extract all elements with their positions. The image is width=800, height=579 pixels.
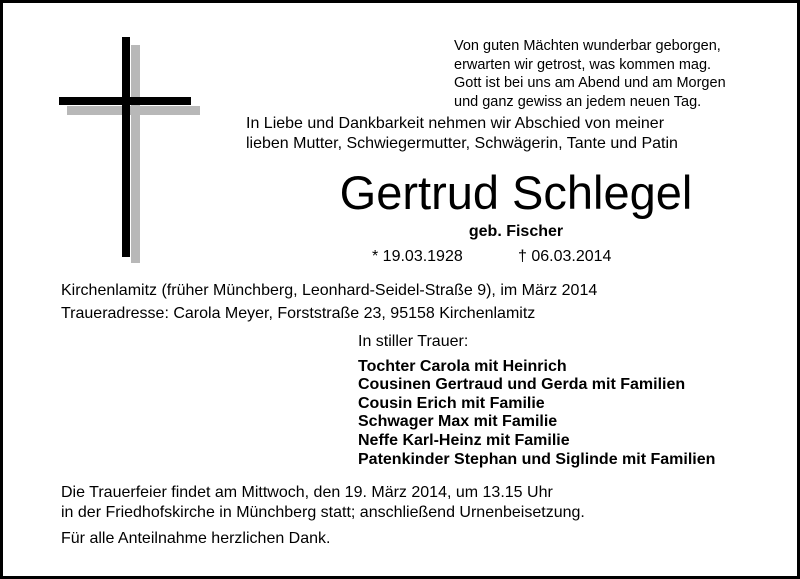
mourner-item: Tochter Carola mit Heinrich <box>358 357 567 375</box>
poem-line: und ganz gewiss an jedem neuen Tag. <box>454 93 702 110</box>
mourning-address: Traueradresse: Carola Meyer, Forststraße 23, 95158 Kirchenlamitz <box>61 304 536 322</box>
birth-date: * 19.03.1928 <box>372 248 463 265</box>
farewell-intro <box>246 114 786 154</box>
mourners-block <box>358 333 788 469</box>
cross-shadow-horizontal <box>67 106 200 115</box>
deceased-name: Gertrud Schlegel <box>339 166 693 219</box>
mourner-item: Neffe Karl-Heinz mit Familie <box>358 431 570 449</box>
place-date-line: Kirchenlamitz (früher Münchberg, Leonhard-Seidel-Straße 9), im März 2014 <box>61 282 598 299</box>
cross-icon <box>58 33 208 263</box>
funeral-line: Die Trauerfeier findet am Mittwoch, den 19. März 2014, um 13.15 Uhr <box>61 484 553 501</box>
mourner-item: Cousin Erich mit Familie <box>358 394 545 412</box>
poem-line: Von guten Mächten wunderbar geborgen, <box>454 38 721 54</box>
mourners-heading: In stiller Trauer: <box>358 333 469 350</box>
funeral-line: in der Friedhofskirche in Münchberg statt; anschließend Urnenbeisetzung. <box>61 504 585 521</box>
poem-verse <box>454 37 794 111</box>
death-date: † 06.03.2014 <box>518 248 612 265</box>
mourners-list <box>358 358 788 470</box>
mourner-item: Cousinen Gertraud und Gerda mit Familien <box>358 376 686 394</box>
poem-line: erwarten wir getrost, was kommen mag. <box>454 56 712 73</box>
mourner-item: Patenkinder Stephan und Siglinde mit Familien <box>358 450 716 468</box>
location-block <box>61 280 781 325</box>
birth-name: geb. Fischer <box>468 223 564 240</box>
cross-shadow-vertical <box>131 45 140 263</box>
funeral-info <box>61 483 781 549</box>
cross-vertical-beam <box>122 37 130 257</box>
poem-line: Gott ist bei uns am Abend und am Morgen <box>454 75 726 91</box>
mourner-item: Schwager Max mit Familie <box>358 413 558 431</box>
intro-line: In Liebe und Dankbarkeit nehmen wir Abschied von meiner <box>246 115 665 132</box>
cross-horizontal-beam <box>59 97 191 105</box>
thanks-line: Für alle Anteilnahme herzlichen Dank. <box>61 530 331 547</box>
intro-line: lieben Mutter, Schwiegermutter, Schwägerin, Tante und Patin <box>246 135 678 152</box>
